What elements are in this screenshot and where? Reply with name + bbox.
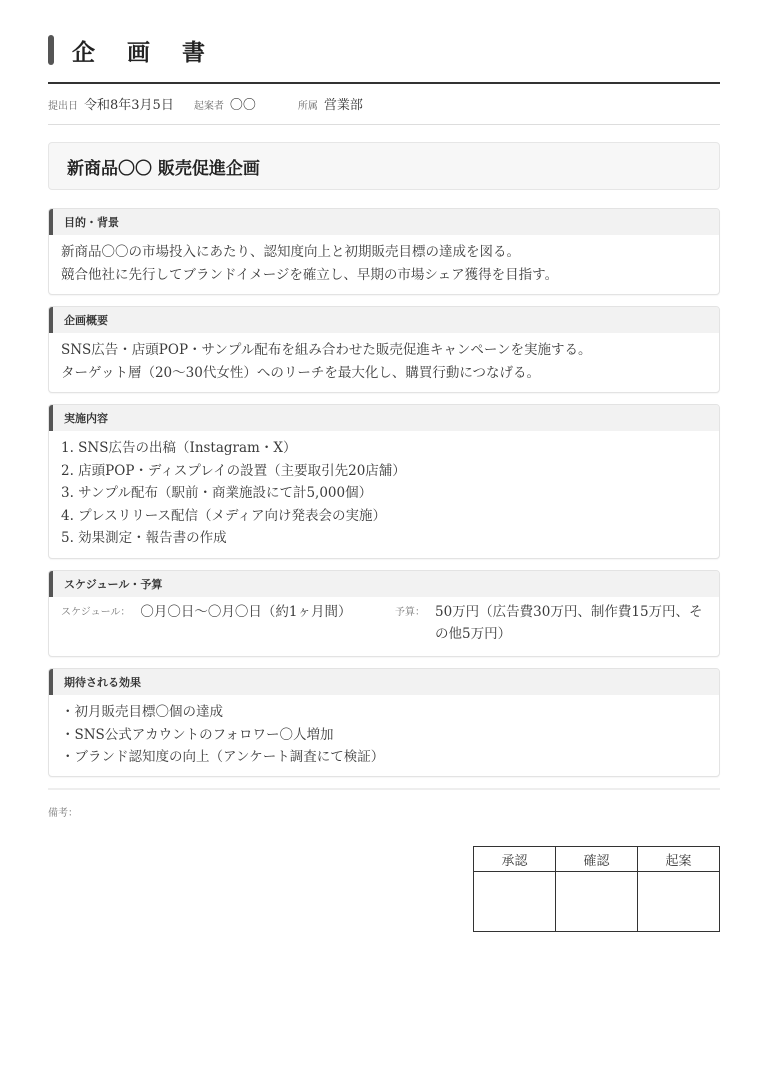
proposer-value: 〇〇	[229, 98, 256, 113]
department-label: 所属	[297, 101, 318, 112]
section-schedule-budget	[48, 570, 720, 657]
notes-label: 備考：	[48, 808, 78, 819]
document-header	[48, 34, 217, 66]
budget-value-line: の他5万円）	[435, 626, 512, 642]
list-item: 5. 効果測定・報告書の作成	[61, 530, 227, 546]
approval-stamp-table	[473, 846, 720, 932]
list-item: ・ブランド認知度の向上（アンケート調査にて検証）	[61, 749, 385, 765]
section-heading: 実施内容	[64, 412, 108, 425]
notes-divider	[48, 788, 720, 790]
proposer-label: 起案者	[193, 101, 224, 112]
list-item: 3. サンプル配布（駅前・商業施設にて計5,000個）	[61, 485, 373, 501]
section-line: 競合他社に先行してブランドイメージを確立し、早期の市場シェア獲得を目指す。	[61, 266, 559, 283]
section-header	[49, 669, 719, 695]
section-heading: 目的・背景	[64, 216, 119, 229]
section-implementation	[48, 404, 720, 559]
meta-row	[48, 94, 363, 116]
plan-title: 新商品〇〇 販売促進企画	[67, 158, 260, 179]
section-header	[49, 209, 719, 235]
section-expected-effects	[48, 668, 720, 777]
meta-divider	[48, 124, 720, 125]
schedule-field	[61, 601, 395, 645]
submit-date-value: 令和8年3月5日	[84, 98, 174, 113]
stamp-cell-confirm	[556, 872, 638, 932]
header-divider	[48, 82, 720, 84]
list-item: 4. プレスリリース配信（メディア向け発表会の実施）	[61, 507, 386, 524]
list-item: 1. SNS広告の出稿（Instagram・X）	[61, 440, 297, 456]
approval-header-draft: 起案	[638, 847, 720, 872]
section-header	[49, 571, 719, 597]
section-line: SNS広告・店頭POP・サンプル配布を組み合わせた販売促進キャンペーンを実施する。	[61, 342, 592, 358]
submit-date-label: 提出日	[48, 101, 78, 112]
section-heading: スケジュール・予算	[64, 578, 163, 591]
approval-header-approve: 承認	[474, 847, 556, 872]
budget-field	[395, 601, 703, 645]
section-purpose	[48, 208, 720, 295]
approval-header-confirm: 確認	[556, 847, 638, 872]
section-overview	[48, 306, 720, 393]
budget-value-line: 50万円（広告費30万円、制作費15万円、そ	[435, 604, 703, 620]
stamp-cell-approve	[474, 872, 556, 932]
section-line: ターゲット層（20〜30代女性）へのリーチを最大化し、購買行動につなげる。	[61, 364, 541, 381]
plan-title-box	[48, 142, 720, 190]
department-value: 営業部	[323, 98, 363, 113]
title-accent-bar	[48, 35, 54, 65]
section-header	[49, 405, 719, 431]
section-heading: 企画概要	[64, 314, 108, 327]
section-header	[49, 307, 719, 333]
budget-label: 予算：	[395, 607, 425, 618]
list-item: ・SNS公式アカウントのフォロワー〇人増加	[61, 726, 334, 743]
list-item: 2. 店頭POP・ディスプレイの設置（主要取引先20店舗）	[61, 462, 406, 479]
schedule-label: スケジュール：	[61, 607, 131, 618]
stamp-cell-draft	[638, 872, 720, 932]
list-item: ・初月販売目標〇個の達成	[61, 704, 223, 720]
schedule-value: 〇月〇日〜〇月〇日（約1ヶ月間）	[140, 604, 352, 620]
section-heading: 期待される効果	[64, 676, 141, 689]
section-line: 新商品〇〇の市場投入にあたり、認知度向上と初期販売目標の達成を図る。	[61, 244, 520, 260]
document-title: 企 画 書	[72, 38, 218, 66]
